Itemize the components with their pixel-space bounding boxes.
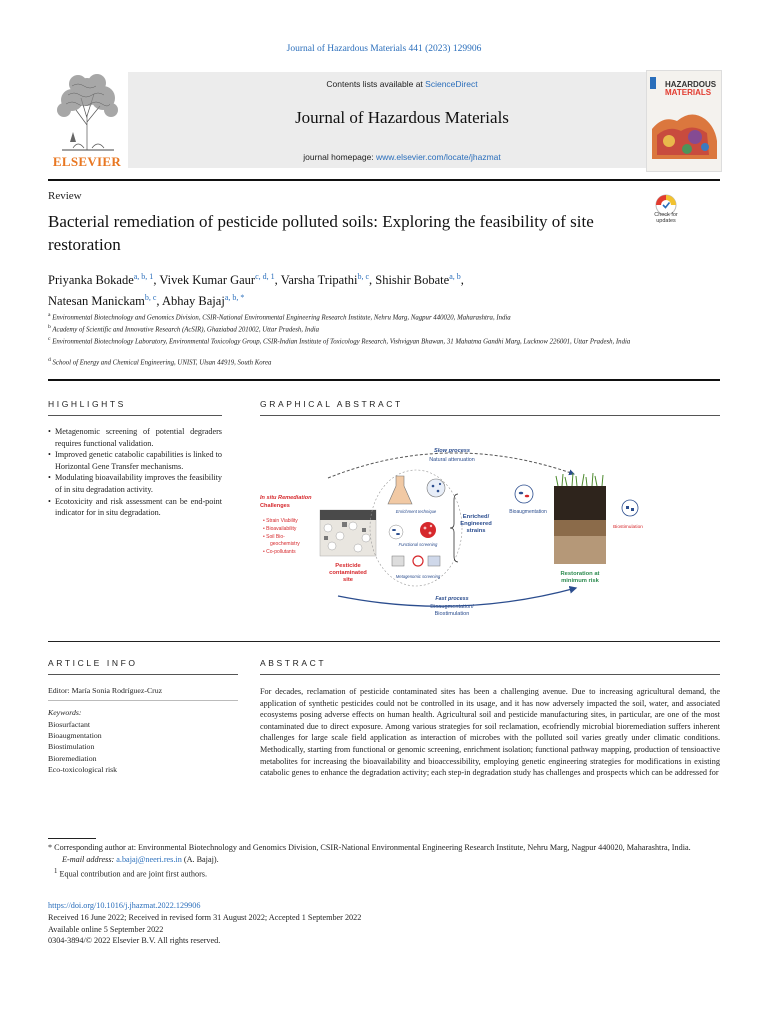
keyword-item: Biostimulation <box>48 742 95 752</box>
keyword-item: Biosurfactant <box>48 720 91 729</box>
keyword-item: Bioaugmentation <box>48 731 102 741</box>
challenge-bioavailability: • Bioavailability <box>263 526 297 532</box>
challenge-geochemistry: geochemistry <box>270 541 300 547</box>
journal-masthead <box>48 70 720 170</box>
author-affiliation-marker[interactable]: a, b <box>449 272 461 281</box>
article-title: Bacterial remediation of pesticide polluted soils: Exploring the feasibility of site restoration <box>48 212 594 254</box>
biostimulation-label: Biostimulation <box>613 525 643 530</box>
tree-icon <box>48 70 126 154</box>
equal-contribution-note <box>48 866 720 881</box>
author-affiliation-marker[interactable]: b, c <box>357 272 369 281</box>
journal-cover-thumbnail <box>646 70 722 172</box>
doi-link[interactable]: https://doi.org/10.1016/j.jhazmat.2022.129906 <box>48 901 201 910</box>
equal-text: Equal contribution and are joint first authors. <box>57 869 208 879</box>
functional-label: Functional screening <box>398 542 438 547</box>
equal-sup: 1 <box>54 867 58 875</box>
author-list <box>48 268 720 310</box>
author-name[interactable]: Vivek Kumar Gaur <box>159 273 256 288</box>
email-link[interactable]: a.bajaj@neeri.res.in <box>116 854 182 864</box>
screening-cycle <box>370 470 462 586</box>
abstract-rule <box>260 674 720 675</box>
check-for-updates-label[interactable]: Check for updates <box>654 212 678 224</box>
graphical-abstract-diagram <box>258 436 646 616</box>
challenge-soil-bio: • Soil Bio- <box>263 534 285 540</box>
author-separator: , <box>369 273 376 288</box>
petri-dish-icon <box>427 479 445 497</box>
contaminated-soil-illustration <box>320 510 376 556</box>
received-dates: Received 16 June 2022; Received in revised form 31 August 2022; Accepted 1 September 2022 <box>48 912 362 922</box>
header-bottom-rule <box>48 379 720 381</box>
contents-prefix: Contents lists available at <box>326 79 426 89</box>
author-affiliation-marker[interactable]: c, d, 1 <box>255 272 275 281</box>
pesticide-label-3: site <box>343 577 353 583</box>
keywords-list <box>48 719 117 775</box>
flask-icon <box>388 476 412 504</box>
cover-art-icon <box>647 71 721 171</box>
enriched-label-2: Engineered <box>460 521 492 527</box>
highlight-item: • Ecotoxicity and risk assessment can be end-point indicator for in situ degradation. <box>48 496 222 519</box>
challenge-strain-viability: • Strain Viability <box>263 518 298 524</box>
keywords-label: Keywords: <box>48 708 82 717</box>
highlights-heading: HIGHLIGHTS <box>48 399 126 409</box>
enriched-label-1: Enriched/ <box>462 514 490 520</box>
highlights-list <box>48 426 222 519</box>
author-separator: , <box>460 273 464 288</box>
highlight-item: • Metagenomic screening of potential degraders requires functional validation. <box>48 426 222 449</box>
highlight-item: • Modulating bioavailability improves the feasibility of in situ degradation activity. <box>48 472 222 495</box>
enriched-label-3: strains <box>466 528 486 534</box>
restoration-label-2: minimum risk <box>561 578 599 584</box>
author-affiliation-marker[interactable]: a, b, 1 <box>133 272 154 281</box>
article-info-heading: ARTICLE INFO <box>48 658 138 668</box>
elsevier-tree-logo <box>48 70 126 170</box>
bracket <box>450 494 458 562</box>
footnote-rule <box>48 838 96 839</box>
bioaugmentation-label: Bioaugmentation <box>509 509 547 515</box>
fast-sub-label-1: Bioaugmentation/ <box>430 604 474 610</box>
author-separator: , <box>156 294 162 309</box>
author-name[interactable]: Natesan Manickam <box>48 294 145 309</box>
challenges-title: In situ Remediation <box>260 495 312 501</box>
journal-homepage-line <box>128 152 676 162</box>
journal-title: Journal of Hazardous Materials <box>295 108 509 127</box>
author-name[interactable]: Varsha Tripathi <box>280 273 358 288</box>
affiliation-b: $^b$ Academy of Scientific and Innovative Research (AcSIR), Ghaziabad 201002, Uttar Pradesh, India <box>48 324 320 334</box>
online-date: Available online 5 September 2022 <box>48 924 164 934</box>
pesticide-label-2: contaminated <box>329 570 367 576</box>
cover-title: HAZARDOUS MATERIALS <box>665 80 717 97</box>
editor-line: Editor: María Sonia Rodríguez-Cruz <box>48 686 163 695</box>
dna-sequencer-icon <box>392 556 440 566</box>
graphical-abstract-rule <box>260 415 720 416</box>
biostimulation-icon <box>622 500 638 516</box>
bacteria-cluster-icon <box>389 525 403 539</box>
culture-plate-icon <box>420 522 436 538</box>
article-info-rule <box>48 674 238 675</box>
metagenomic-label: Metagenomic screening <box>395 574 441 579</box>
pesticide-label-1: Pesticide <box>335 563 361 569</box>
author-separator: , <box>274 273 281 288</box>
email-note <box>48 854 720 866</box>
email-suffix: (A. Bajaj). <box>181 854 219 864</box>
keyword-item: Eco-toxicological risk <box>48 764 118 774</box>
author-affiliation-marker[interactable]: a, b, * <box>224 293 245 303</box>
natural-attenuation-label: Natural attenuation <box>429 457 475 463</box>
footnotes <box>48 842 720 880</box>
keyword-item: Bioremediation <box>48 753 97 763</box>
affiliation-d: $^d$ School of Energy and Chemical Engineering, UNIST, Ulsan 44919, South Korea <box>48 357 272 367</box>
enrichment-label: Enrichment technique <box>395 509 437 514</box>
graphical-abstract-heading: GRAPHICAL ABSTRACT <box>260 399 403 409</box>
highlight-item: • Improved genetic catabolic capabilities is linked to Horizontal Gene Transfer mechanisms. <box>48 449 222 472</box>
article-type: Review <box>48 190 82 202</box>
fast-process-label: Fast process <box>435 596 469 602</box>
sciencedirect-link[interactable]: ScienceDirect <box>425 79 478 89</box>
copyright: 0304-3894/© 2022 Elsevier B.V. All rights reserved. <box>48 936 221 946</box>
author-separator: , <box>153 273 160 288</box>
email-label: E-mail address: <box>62 854 117 864</box>
challenges-title-2: Challenges <box>260 503 290 509</box>
abstract-text: For decades, reclamation of pesticide contaminated sites has been a challenging avenue. Due to increasing agricultural demand, the application of synthetic pesticides could not be controlled in its usage, and it has now adversely impacted the soil, water, and associated ecosystems posing adverse effects on human health. Agricultural soil and pesticide manufacturing sites, in particular, are one of the most contaminated due to direct exposure. Among various strategies for soil reclamation, ecofriendly microbial bioremediation suffers inherent challenges for large scale field application as interaction of microbes with the polluted soil varies greatly under climatic conditions. Methodically, starting from functional or genomic screening, enrichment isolation; functional pathway mapping, production of tensioactive metabolites for increasing the bioavailability and bioaccessibility, employing genetic engineering strategies for modifications in existing catabolic genes to enhance the degradation activity; each step-in degradation study has challenges and prospects which can be addressed for <box>260 687 720 778</box>
corresponding-author-note: * Corresponding author at: Environmental Biotechnology and Genomics Division, CSIR-National Environmental Engineering Research Institute, Nehru Marg, Nagpur 440020, Maharashtra, India. <box>48 843 691 852</box>
author-name[interactable]: Priyanka Bokade <box>48 273 134 288</box>
affiliation-c: $^c$ Environmental Biotechnology Laboratory, Environmental Toxicology Group, CSIR-Indian Institute of Toxicology Research, Vishvigyan Bhawan, 31 Mahatma Gandhi Marg, Lucknow 226001, Uttar Pradesh, India <box>48 336 631 346</box>
affiliation-a: $^a$ Environmental Biotechnology and Genomics Division, CSIR-National Environmental Engineering Research Institute, Nehru Marg, Nagpur 440020, Maharashtra, India <box>48 312 511 322</box>
author-name[interactable]: Abhay Bajaj <box>161 294 225 309</box>
author-name[interactable]: Shishir Bobate <box>375 273 450 288</box>
abstract-heading: ABSTRACT <box>260 658 327 668</box>
editor-rule <box>48 700 238 701</box>
restored-soil-illustration <box>554 473 606 564</box>
contents-line <box>128 79 676 89</box>
bioaugmentation-icon <box>515 485 533 503</box>
slow-process-label: Slow process <box>433 448 471 454</box>
mid-rule <box>48 641 720 642</box>
elsevier-wordmark: ELSEVIER <box>52 154 122 169</box>
challenge-copollutants: • Co-pollutants <box>263 549 296 555</box>
author-affiliation-marker[interactable]: b, c <box>144 293 157 303</box>
highlights-rule <box>48 415 222 416</box>
journal-reference[interactable]: Journal of Hazardous Materials 441 (2023) 129906 <box>286 44 482 54</box>
masthead-rule <box>48 179 720 181</box>
homepage-link[interactable]: www.elsevier.com/locate/jhazmat <box>376 152 501 162</box>
restoration-label-1: Restoration at <box>560 571 600 577</box>
homepage-prefix: journal homepage: <box>303 152 377 162</box>
fast-sub-label-2: Biostimulation <box>434 611 470 616</box>
article-metadata <box>48 900 720 947</box>
